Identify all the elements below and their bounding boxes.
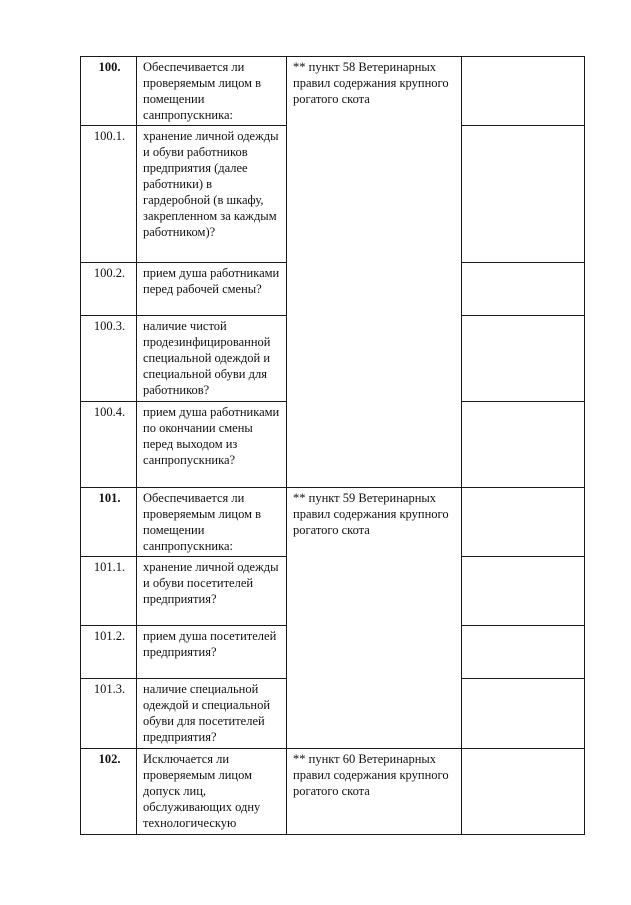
legal-reference: ** пункт 60 Ветеринарных правил содержания крупного рогатого скота (287, 749, 462, 835)
row-number: 100.4. (81, 402, 137, 488)
answer-cell[interactable] (462, 316, 585, 402)
row-number: 100.1. (81, 126, 137, 263)
question-text: прием душа работниками по окончании смены перед выходом из санпропускника? (137, 402, 287, 488)
answer-cell[interactable] (462, 557, 585, 626)
row-number: 100. (81, 57, 137, 126)
answer-cell[interactable] (462, 57, 585, 126)
row-number: 101.1. (81, 557, 137, 626)
table-row (81, 57, 585, 126)
table-row (81, 488, 585, 557)
row-number: 102. (81, 749, 137, 835)
question-text: хранение личной одежды и обуви работников предприятия (далее работники) в гардеробной (в шкафу, закрепленном за каждым работником)? (137, 126, 287, 263)
row-number: 101. (81, 488, 137, 557)
question-text: наличие специальной одеждой и специальной обуви для посетителей предприятия? (137, 679, 287, 749)
question-text: прием душа посетителей предприятия? (137, 626, 287, 679)
answer-cell[interactable] (462, 679, 585, 749)
answer-cell[interactable] (462, 126, 585, 263)
question-text: прием душа работниками перед рабочей смены? (137, 263, 287, 316)
row-number: 101.3. (81, 679, 137, 749)
question-text: Обеспечивается ли проверяемым лицом в помещении санпропускника: (137, 488, 287, 557)
checklist-table (80, 56, 585, 835)
legal-reference: ** пункт 58 Ветеринарных правил содержания крупного рогатого скота (287, 57, 462, 488)
table-row (81, 749, 585, 835)
answer-cell[interactable] (462, 488, 585, 557)
question-text: наличие чистой продезинфицированной специальной одеждой и специальной обуви для работников? (137, 316, 287, 402)
answer-cell[interactable] (462, 402, 585, 488)
question-text: Обеспечивается ли проверяемым лицом в помещении санпропускника: (137, 57, 287, 126)
legal-reference: ** пункт 59 Ветеринарных правил содержания крупного рогатого скота (287, 488, 462, 749)
answer-cell[interactable] (462, 749, 585, 835)
row-number: 101.2. (81, 626, 137, 679)
row-number: 100.3. (81, 316, 137, 402)
question-text: хранение личной одежды и обуви посетителей предприятия? (137, 557, 287, 626)
question-text: Исключается ли проверяемым лицом допуск лиц, обслуживающих одну технологическую (137, 749, 287, 835)
answer-cell[interactable] (462, 626, 585, 679)
row-number: 100.2. (81, 263, 137, 316)
answer-cell[interactable] (462, 263, 585, 316)
